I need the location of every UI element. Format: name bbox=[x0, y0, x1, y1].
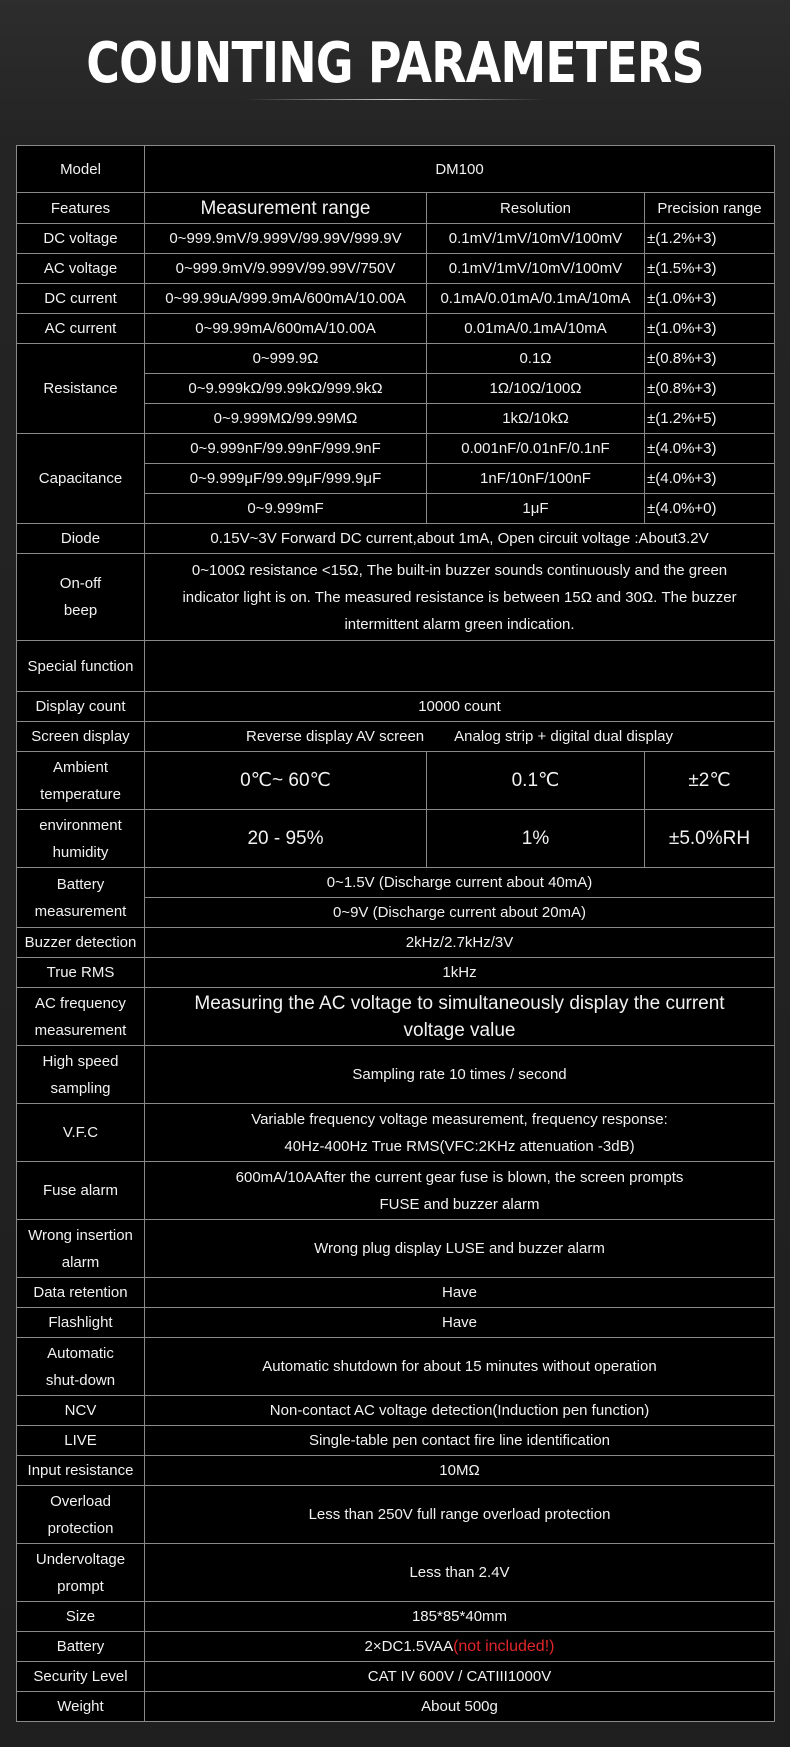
table-row bbox=[17, 554, 775, 641]
column-header: Precision range bbox=[645, 193, 775, 224]
precision-cell: ±(1.2%+5) bbox=[645, 404, 775, 434]
label-line: Ambient bbox=[52, 758, 109, 776]
table-row bbox=[17, 1278, 775, 1308]
range-cell: 0~99.99uA/999.9mA/600mA/10.00A bbox=[145, 284, 427, 314]
table-row bbox=[17, 1162, 775, 1220]
column-header: Measurement range bbox=[145, 193, 427, 224]
table-row bbox=[17, 1220, 775, 1278]
text-line: indicator light is on. The measured resistance is between 15Ω and 30Ω. The buzzer bbox=[182, 588, 737, 606]
table-row bbox=[17, 146, 775, 193]
text-line: 40Hz-400Hz True RMS(VFC:2KHz attenuation -3dB) bbox=[284, 1137, 635, 1155]
title-underline bbox=[245, 99, 545, 100]
range-cell: 0~9.999nF/99.99nF/999.9nF bbox=[145, 434, 427, 464]
security-value: CAT IV 600V / CATIII1000V bbox=[145, 1662, 775, 1692]
buzzer-value: 2kHz/2.7kHz/3V bbox=[145, 928, 775, 958]
table-row bbox=[17, 1456, 775, 1486]
row-label bbox=[17, 988, 145, 1046]
table-row bbox=[17, 193, 775, 224]
page-title: COUNTING PARAMETERS bbox=[86, 31, 704, 96]
table-row bbox=[17, 692, 775, 722]
text-line: 0~100Ω resistance <15Ω, The built-in buzzer sounds continuously and the green bbox=[191, 561, 728, 579]
row-label: Size bbox=[17, 1602, 145, 1632]
row-label: NCV bbox=[17, 1396, 145, 1426]
vfc-value bbox=[145, 1104, 775, 1162]
table-row bbox=[17, 988, 775, 1046]
label-line: Wrong insertion bbox=[28, 1226, 133, 1244]
table-row bbox=[17, 1104, 775, 1162]
overload-value: Less than 250V full range overload protection bbox=[145, 1486, 775, 1544]
row-label bbox=[17, 1338, 145, 1396]
label-line: Battery bbox=[56, 875, 105, 893]
precision-cell: ±(1.5%+3) bbox=[645, 254, 775, 284]
table-row bbox=[17, 254, 775, 284]
row-label: Special function bbox=[17, 641, 145, 692]
table-row bbox=[17, 1544, 775, 1602]
label-line: beep bbox=[63, 602, 98, 619]
row-label: AC current bbox=[17, 314, 145, 344]
table-row bbox=[17, 1338, 775, 1396]
text-line: intermittent alarm green indication. bbox=[344, 615, 575, 633]
row-label bbox=[17, 868, 145, 928]
text-line: Variable frequency voltage measurement, frequency response: bbox=[251, 1110, 668, 1128]
column-header: Resolution bbox=[427, 193, 645, 224]
resolution-cell: 0.1mA/0.01mA/0.1mA/10mA bbox=[427, 284, 645, 314]
label-line: On-off bbox=[59, 575, 102, 592]
range-cell: 0~999.9mV/9.999V/99.99V/999.9V bbox=[145, 224, 427, 254]
retention-value: Have bbox=[145, 1278, 775, 1308]
precision-cell: ±(0.8%+3) bbox=[645, 374, 775, 404]
resolution-cell: 1μF bbox=[427, 494, 645, 524]
label-line: prompt bbox=[57, 1577, 104, 1595]
row-label: Battery bbox=[17, 1632, 145, 1662]
truerms-value: 1kHz bbox=[145, 958, 775, 988]
label-line: environment bbox=[39, 816, 122, 834]
table-row bbox=[17, 1486, 775, 1544]
table-row bbox=[17, 1692, 775, 1722]
size-value: 185*85*40mm bbox=[145, 1602, 775, 1632]
table-row bbox=[17, 1662, 775, 1692]
table-row bbox=[17, 928, 775, 958]
table-row bbox=[17, 524, 775, 554]
row-label: Display count bbox=[17, 692, 145, 722]
label-line: temperature bbox=[40, 785, 121, 803]
range-cell: 0~99.99mA/600mA/10.00A bbox=[145, 314, 427, 344]
range-cell: 0~999.9mV/9.999V/99.99V/750V bbox=[145, 254, 427, 284]
display-count-value: 10000 count bbox=[145, 692, 775, 722]
table-row bbox=[17, 868, 775, 898]
precision-cell: ±(1.2%+3) bbox=[645, 224, 775, 254]
precision-cell: ±(4.0%+0) bbox=[645, 494, 775, 524]
row-label bbox=[17, 1220, 145, 1278]
battery-meas-value: 0~1.5V (Discharge current about 40mA) bbox=[145, 868, 775, 898]
table-row bbox=[17, 1632, 775, 1662]
input-resistance-value: 10MΩ bbox=[145, 1456, 775, 1486]
table-row bbox=[17, 434, 775, 464]
highspeed-value: Sampling rate 10 times / second bbox=[145, 1046, 775, 1104]
row-label: Input resistance bbox=[17, 1456, 145, 1486]
row-label bbox=[17, 810, 145, 868]
precision-cell: ±(1.0%+3) bbox=[645, 284, 775, 314]
text-part: 2×DC1.5VAA bbox=[364, 1638, 454, 1655]
live-value: Single-table pen contact fire line identification bbox=[145, 1426, 775, 1456]
resolution-cell: 0.1Ω bbox=[427, 344, 645, 374]
resolution-cell: 1Ω/10Ω/100Ω bbox=[427, 374, 645, 404]
row-label: DC voltage bbox=[17, 224, 145, 254]
precision-cell: ±(1.0%+3) bbox=[645, 314, 775, 344]
resolution-cell: 0.1mV/1mV/10mV/100mV bbox=[427, 224, 645, 254]
wrong-insertion-value: Wrong plug display LUSE and buzzer alarm bbox=[145, 1220, 775, 1278]
text-line: 600mA/10AAfter the current gear fuse is blown, the screen prompts bbox=[235, 1168, 684, 1186]
spec-table bbox=[16, 145, 775, 1722]
resolution-cell: 0.01mA/0.1mA/10mA bbox=[427, 314, 645, 344]
table-row bbox=[17, 958, 775, 988]
precision-cell: ±(0.8%+3) bbox=[645, 344, 775, 374]
row-label: AC voltage bbox=[17, 254, 145, 284]
range-cell: 0~999.9Ω bbox=[145, 344, 427, 374]
text-part: Reverse display AV screen bbox=[245, 728, 425, 745]
model-value: DM100 bbox=[145, 146, 775, 193]
precision-cell: ±5.0%RH bbox=[645, 810, 775, 868]
table-row bbox=[17, 810, 775, 868]
table-row bbox=[17, 1308, 775, 1338]
label-line: sampling bbox=[50, 1079, 111, 1097]
row-label: Data retention bbox=[17, 1278, 145, 1308]
precision-cell: ±2℃ bbox=[645, 752, 775, 810]
row-label: V.F.C bbox=[17, 1104, 145, 1162]
row-label: Diode bbox=[17, 524, 145, 554]
row-label: DC current bbox=[17, 284, 145, 314]
range-cell: 0~9.999μF/99.99μF/999.9μF bbox=[145, 464, 427, 494]
autooff-value: Automatic shutdown for about 15 minutes without operation bbox=[145, 1338, 775, 1396]
range-cell: 0~9.999kΩ/99.99kΩ/999.9kΩ bbox=[145, 374, 427, 404]
row-label: Buzzer detection bbox=[17, 928, 145, 958]
row-label: Capacitance bbox=[17, 434, 145, 524]
label-line: alarm bbox=[61, 1253, 100, 1271]
screen-display-value bbox=[145, 722, 775, 752]
precision-cell: ±(4.0%+3) bbox=[645, 434, 775, 464]
label-line: High speed bbox=[42, 1052, 119, 1070]
fuse-value bbox=[145, 1162, 775, 1220]
range-cell: 20 - 95% bbox=[145, 810, 427, 868]
label-line: AC frequency bbox=[35, 994, 126, 1012]
acfreq-value bbox=[145, 988, 775, 1046]
not-included-note: (not included!) bbox=[453, 1638, 555, 1655]
table-row bbox=[17, 641, 775, 692]
row-label bbox=[17, 752, 145, 810]
resolution-cell: 1% bbox=[427, 810, 645, 868]
resolution-cell: 1nF/10nF/100nF bbox=[427, 464, 645, 494]
row-label: Screen display bbox=[17, 722, 145, 752]
row-label bbox=[17, 1486, 145, 1544]
resolution-cell: 0.001nF/0.01nF/0.1nF bbox=[427, 434, 645, 464]
flashlight-value: Have bbox=[145, 1308, 775, 1338]
label-line: Undervoltage bbox=[35, 1550, 126, 1568]
battery-value bbox=[145, 1632, 775, 1662]
onoff-value bbox=[145, 554, 775, 641]
precision-cell: ±(4.0%+3) bbox=[645, 464, 775, 494]
table-row bbox=[17, 1396, 775, 1426]
row-label: Flashlight bbox=[17, 1308, 145, 1338]
range-cell: 0~9.999mF bbox=[145, 494, 427, 524]
row-label bbox=[17, 1544, 145, 1602]
range-cell: 0℃~ 60℃ bbox=[145, 752, 427, 810]
row-label: Fuse alarm bbox=[17, 1162, 145, 1220]
text-line: FUSE and buzzer alarm bbox=[379, 1195, 540, 1213]
table-row bbox=[17, 1602, 775, 1632]
label-line: shut-down bbox=[45, 1371, 116, 1389]
table-row bbox=[17, 722, 775, 752]
text-part: Analog strip + digital dual display bbox=[454, 728, 674, 745]
text-line: voltage value bbox=[403, 1019, 516, 1041]
label-line: protection bbox=[47, 1519, 114, 1537]
table-row bbox=[17, 1046, 775, 1104]
table-row bbox=[17, 284, 775, 314]
row-label: LIVE bbox=[17, 1426, 145, 1456]
ncv-value: Non-contact AC voltage detection(Induction pen function) bbox=[145, 1396, 775, 1426]
row-label: Model bbox=[17, 146, 145, 193]
label-line: measurement bbox=[34, 902, 127, 920]
range-cell: 0~9.999MΩ/99.99MΩ bbox=[145, 404, 427, 434]
battery-meas-value: 0~9V (Discharge current about 20mA) bbox=[145, 898, 775, 928]
row-label: Resistance bbox=[17, 344, 145, 434]
table-row bbox=[17, 752, 775, 810]
special-value bbox=[145, 641, 775, 692]
row-label: Security Level bbox=[17, 1662, 145, 1692]
label-line: measurement bbox=[34, 1021, 127, 1039]
row-label: True RMS bbox=[17, 958, 145, 988]
resolution-cell: 0.1℃ bbox=[427, 752, 645, 810]
table-row bbox=[17, 314, 775, 344]
diode-value: 0.15V~3V Forward DC current,about 1mA, Open circuit voltage :About3.2V bbox=[145, 524, 775, 554]
row-label bbox=[17, 554, 145, 641]
row-label: Features bbox=[17, 193, 145, 224]
label-line: Overload bbox=[50, 1492, 111, 1510]
resolution-cell: 0.1mV/1mV/10mV/100mV bbox=[427, 254, 645, 284]
table-row bbox=[17, 344, 775, 374]
label-line: humidity bbox=[52, 843, 109, 861]
label-line: Automatic bbox=[47, 1344, 114, 1362]
weight-value: About 500g bbox=[145, 1692, 775, 1722]
table-row bbox=[17, 1426, 775, 1456]
text-line: Measuring the AC voltage to simultaneously display the current bbox=[194, 992, 725, 1014]
table-row bbox=[17, 224, 775, 254]
undervoltage-value: Less than 2.4V bbox=[145, 1544, 775, 1602]
row-label bbox=[17, 1046, 145, 1104]
resolution-cell: 1kΩ/10kΩ bbox=[427, 404, 645, 434]
row-label: Weight bbox=[17, 1692, 145, 1722]
